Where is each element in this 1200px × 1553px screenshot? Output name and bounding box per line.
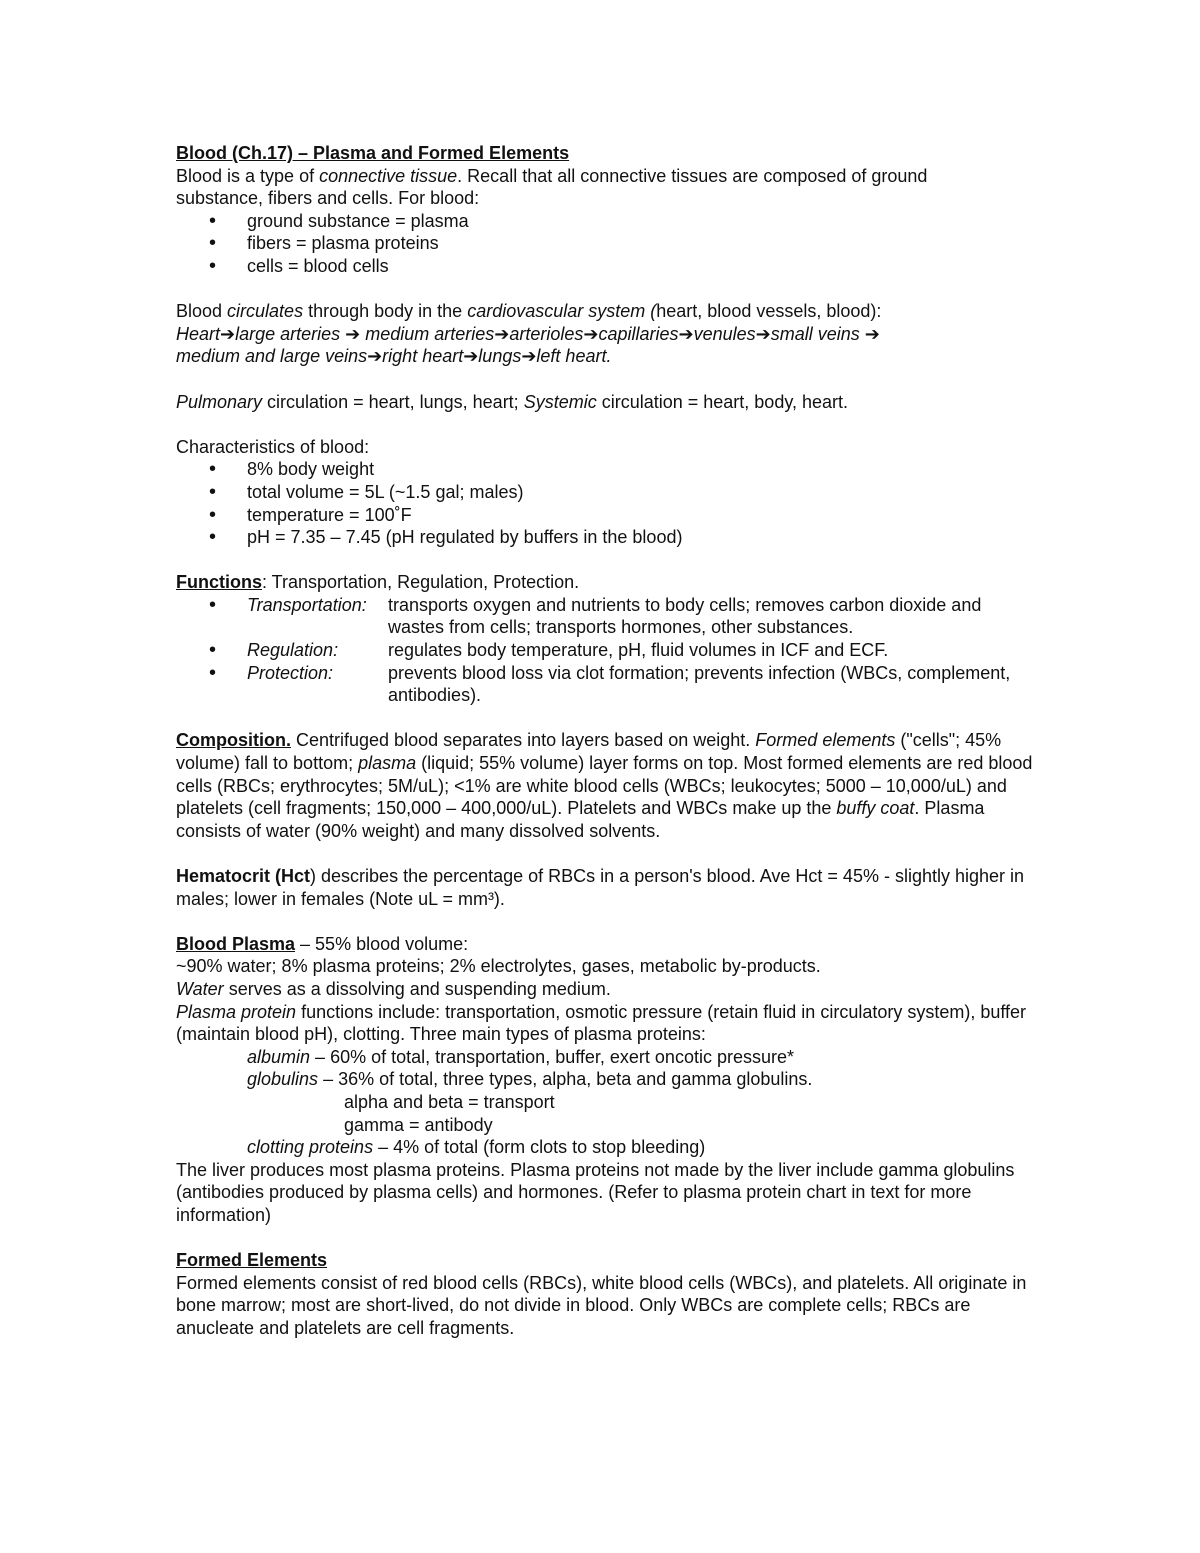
intro-emphasis: connective tissue xyxy=(319,165,458,186)
formed-elements-heading: Formed Elements xyxy=(176,1250,328,1271)
spacer xyxy=(176,278,1036,301)
circulation-line-1 xyxy=(176,300,1036,323)
function-item xyxy=(176,662,1036,707)
section-label: Functions xyxy=(176,572,262,593)
text: ) describes the percentage of RBCs in a person's blood. Ave Hct = 45% - slightly higher in males; lower in females (Note uL = mm³). xyxy=(176,866,1025,909)
plasma-protein-functions xyxy=(176,1001,1036,1046)
clotting-line xyxy=(176,1136,1036,1159)
spacer xyxy=(176,413,1036,436)
emphasis: plasma xyxy=(358,753,417,774)
text: 60% of total, transportation, buffer, exert oncotic pressure* xyxy=(330,1046,794,1067)
globulins-line xyxy=(176,1068,1036,1091)
characteristics-heading: Characteristics of blood: xyxy=(176,436,370,457)
spacer xyxy=(176,368,1036,391)
intro-line-2: substance, fibers and cells. For blood: xyxy=(176,188,480,209)
text: heart, blood vessels, blood): xyxy=(656,301,882,322)
spacer xyxy=(176,910,1036,933)
characteristics-bullet: • pH = 7.35 – 7.45 (pH regulated by buffers in the blood) xyxy=(176,526,1036,549)
text: – 36% of total, three types, alpha, beta and gamma globulins. xyxy=(318,1069,813,1090)
text: : Transportation, Regulation, Protection. xyxy=(262,572,580,593)
spacer xyxy=(176,1227,1036,1250)
functions-heading xyxy=(176,571,1036,594)
hematocrit-paragraph xyxy=(176,865,1036,910)
characteristics-bullet: • temperature = 100˚F xyxy=(176,504,1036,527)
function-term: • Protection: xyxy=(247,662,334,683)
emphasis: Systemic xyxy=(523,391,597,412)
text: circulation = heart, lungs, heart; xyxy=(262,391,524,412)
emphasis: globulins xyxy=(247,1069,319,1090)
spacer xyxy=(176,842,1036,865)
liver-paragraph: The liver produces most plasma proteins. Plasma proteins not made by the liver include gamma globulins (antibodies produced by plasma cells) and hormones. (Refer to plasma protein chart in text for more information) xyxy=(176,1159,1015,1225)
text: . Plasma consists of water (90% weight) and many dissolved solvents. xyxy=(176,798,985,841)
text: – 55% blood volume: xyxy=(295,933,469,954)
albumin-line xyxy=(176,1046,1036,1069)
text: Centrifuged blood separates into layers based on weight. xyxy=(291,730,756,751)
emphasis: buffy coat xyxy=(836,798,915,819)
composition-paragraph xyxy=(176,729,1036,842)
function-desc: regulates body temperature, pH, fluid volumes in ICF and ECF. xyxy=(388,640,889,661)
function-desc: prevents blood loss via clot formation; prevents infection (WBCs, complement, antibodies). xyxy=(388,662,1011,706)
text: (liquid; 55% volume) layer forms on top. Most formed elements are red blood cells (RBCs; erythrocytes; 5M/uL); <1% are white blood cells (WBCs; leukocytes; 5000 – 10,000/uL) and platelets (cell fragments; 150,000 – 400,000/uL). Platelets and WBCs make up the xyxy=(176,753,1033,819)
emphasis: Pulmonary xyxy=(176,391,263,412)
section-label: Blood Plasma xyxy=(176,933,296,954)
text: ("cells"; 45% volume) fall to bottom; xyxy=(176,730,1002,774)
function-term: • Regulation: xyxy=(247,640,339,661)
emphasis: albumin – xyxy=(247,1046,331,1067)
spacer xyxy=(176,707,1036,730)
characteristics-bullet: • 8% body weight xyxy=(176,458,1036,481)
circulation-path-line-2: medium and large veins➔right heart➔lungs➔left heart. xyxy=(176,346,612,367)
section-label: Hematocrit (Hct xyxy=(176,866,311,886)
document-body xyxy=(176,142,1036,1339)
text: functions include: transportation, osmotic pressure (retain fluid in circulatory system), buffer (maintain blood pH), clotting. Three main types of plasma proteins: xyxy=(176,1001,1027,1045)
gamma-line: gamma = antibody xyxy=(344,1114,493,1135)
emphasis: cardiovascular system ( xyxy=(467,301,657,322)
intro-bullet: • cells = blood cells xyxy=(176,255,1036,278)
characteristics-bullet: • total volume = 5L (~1.5 gal; males) xyxy=(176,481,1036,504)
section-label: Composition. xyxy=(176,730,291,751)
intro-text: . Recall that all connective tissues are composed of ground xyxy=(457,165,928,186)
function-item xyxy=(176,594,1036,639)
formed-elements-paragraph: Formed elements consist of red blood cells (RBCs), white blood cells (WBCs), and platelets. All originate in bone marrow; most are short-lived, do not divide in blood. Only WBCs are complete cells; RBCs are anucleate and platelets are cell fragments. xyxy=(176,1272,1027,1338)
intro-bullet: • ground substance = plasma xyxy=(176,210,1036,233)
circulation-path-line-1: Heart➔large arteries ➔ medium arteries➔arterioles➔capillaries➔venules➔small veins ➔ xyxy=(176,323,880,344)
function-item xyxy=(176,639,1036,662)
intro-line-1 xyxy=(176,165,1036,188)
text: serves as a dissolving and suspending medium. xyxy=(223,978,611,999)
intro-text: Blood is a type of xyxy=(176,165,320,186)
text: – 4% of total (form clots to stop bleeding) xyxy=(373,1137,706,1158)
page-title: Blood (Ch.17) – Plasma and Formed Elements xyxy=(176,143,570,163)
emphasis: Formed elements xyxy=(755,730,896,751)
text: through body in the xyxy=(303,301,468,322)
spacer xyxy=(176,549,1036,572)
pulmonary-line xyxy=(176,391,1036,414)
emphasis: Water xyxy=(176,978,224,999)
emphasis: circulates xyxy=(227,301,304,322)
function-desc: transports oxygen and nutrients to body cells; removes carbon dioxide and wastes from cells; transports hormones, other substances. xyxy=(388,594,982,638)
text: Blood xyxy=(176,301,228,322)
emphasis: clotting proteins xyxy=(247,1137,374,1158)
plasma-water xyxy=(176,978,1036,1001)
alpha-beta-line: alpha and beta = transport xyxy=(344,1091,555,1112)
intro-bullet: • fibers = plasma proteins xyxy=(176,232,1036,255)
emphasis: Plasma protein xyxy=(176,1001,297,1022)
plasma-composition: ~90% water; 8% plasma proteins; 2% electrolytes, gases, metabolic by-products. xyxy=(176,956,821,977)
text: circulation = heart, body, heart. xyxy=(596,391,849,412)
function-term: • Transportation: xyxy=(247,594,367,615)
plasma-heading xyxy=(176,933,1036,956)
